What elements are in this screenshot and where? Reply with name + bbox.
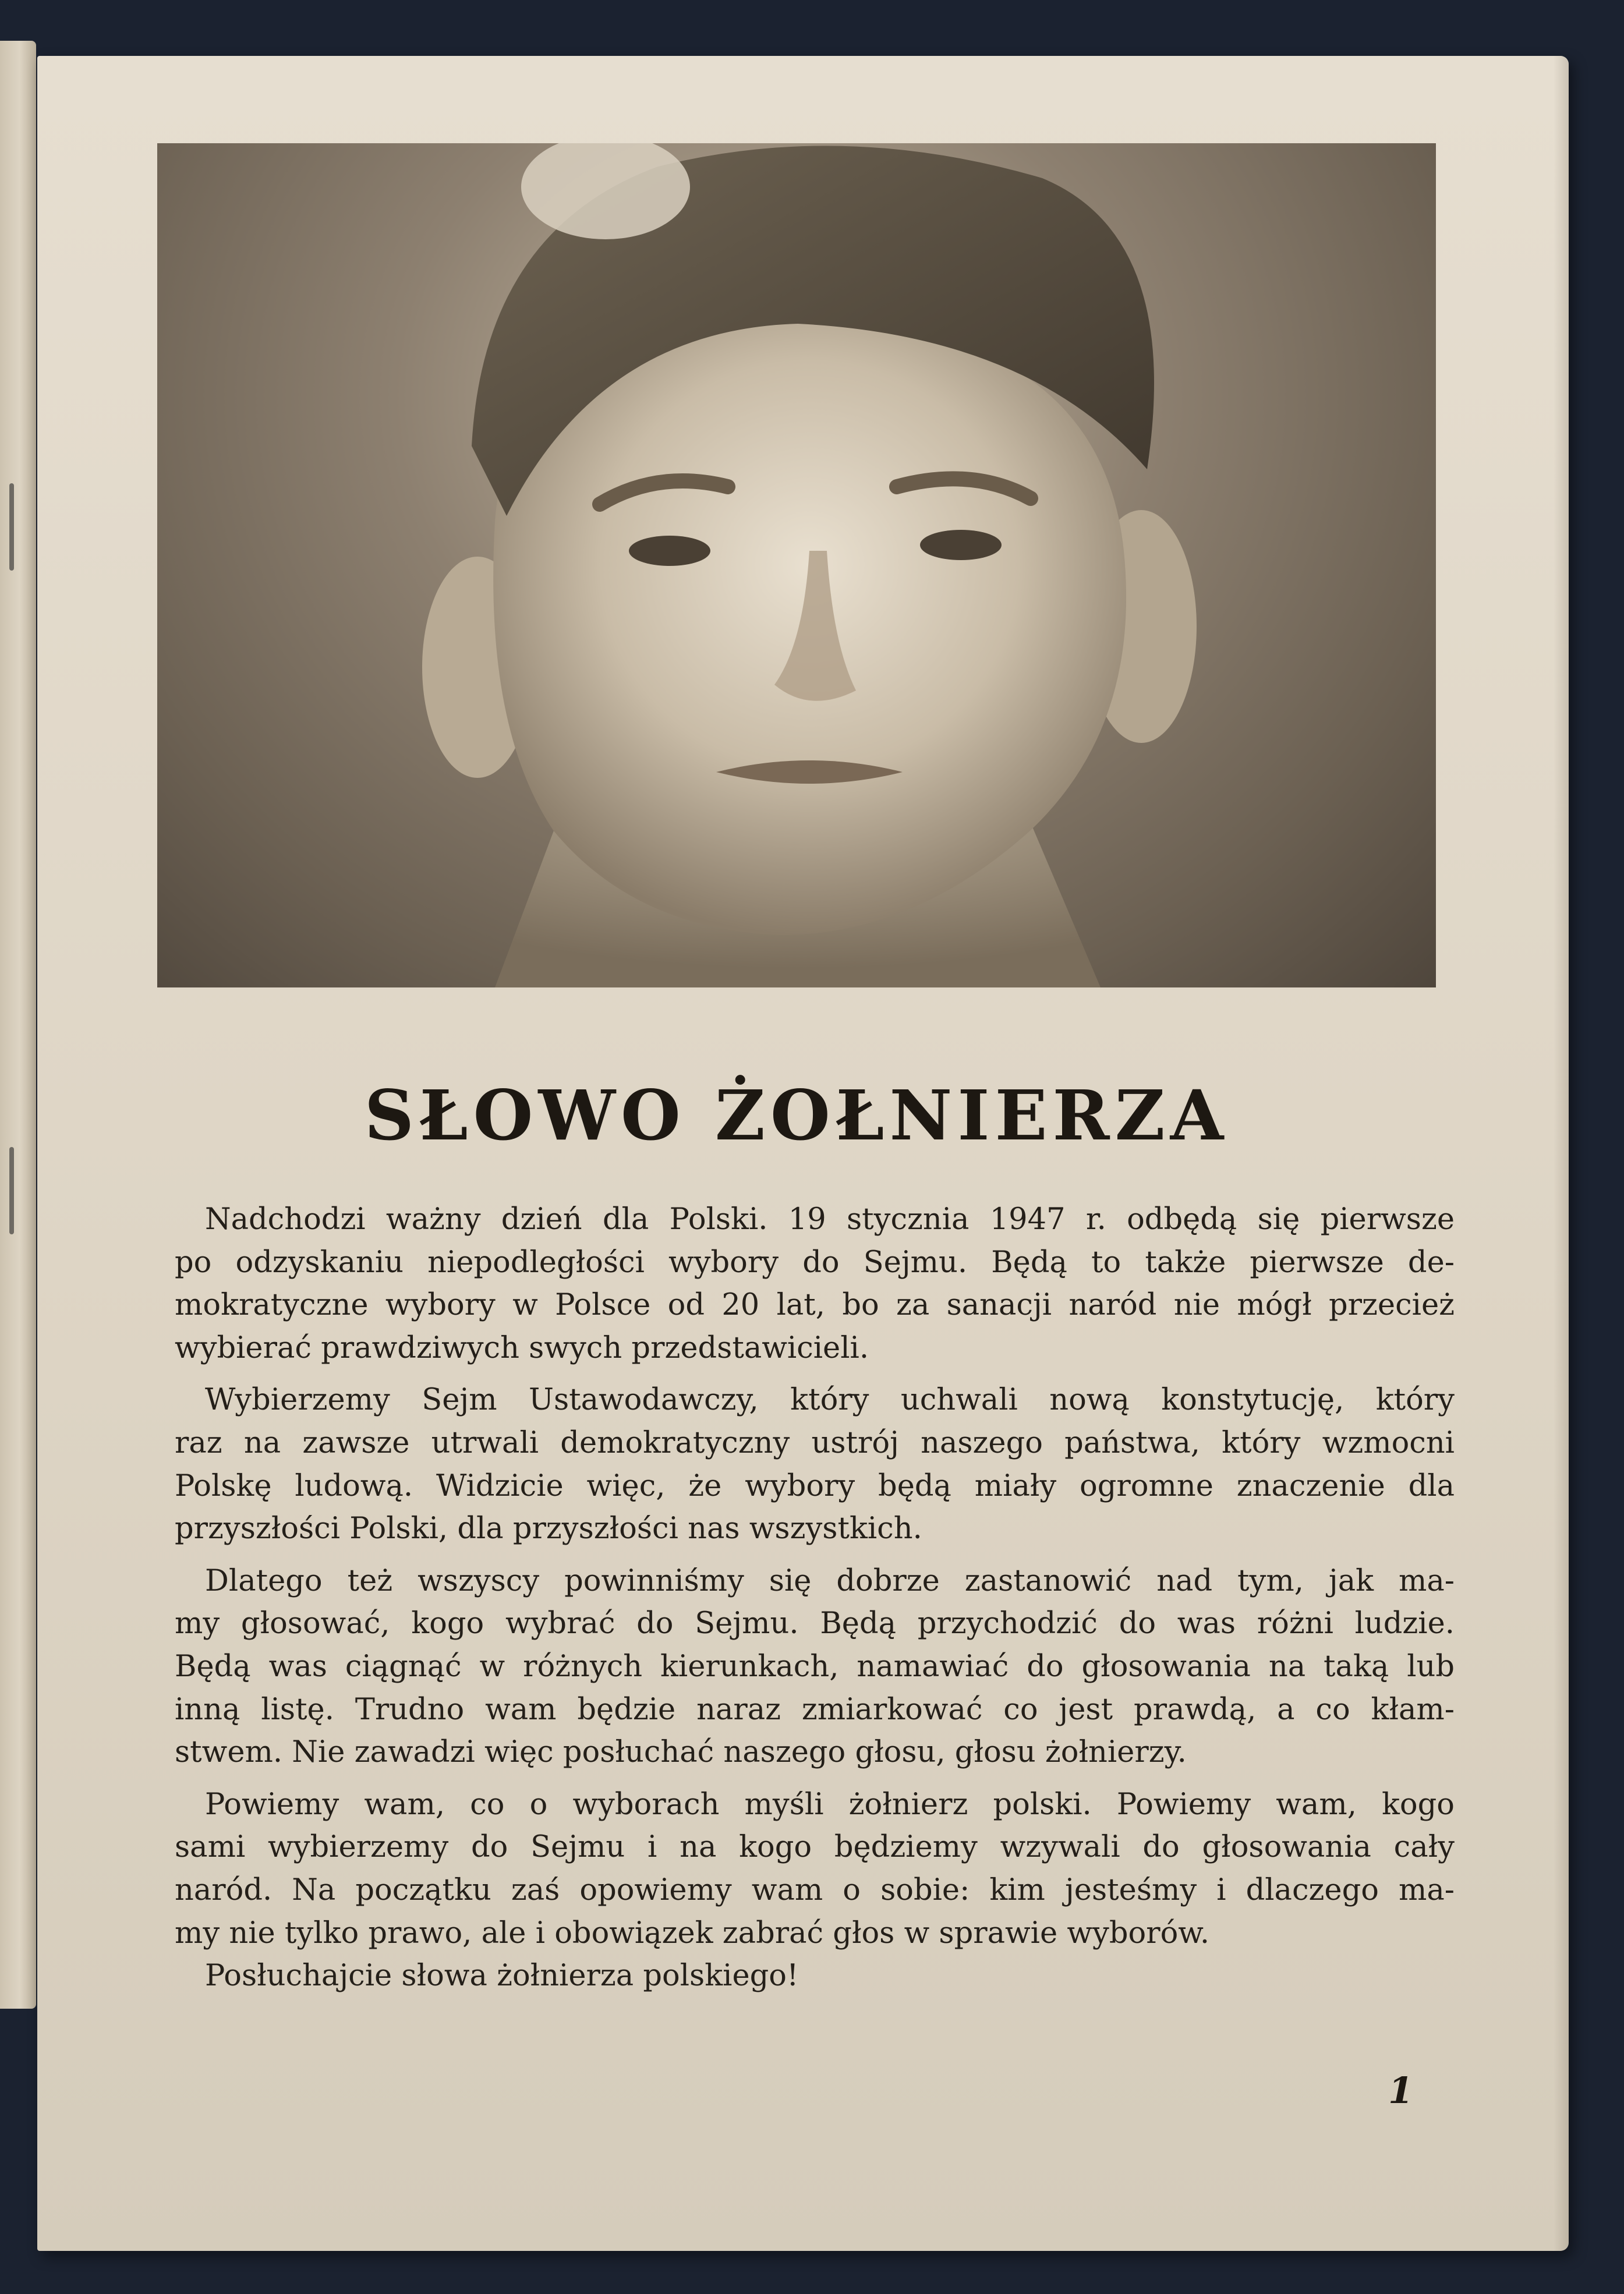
paragraph <box>175 1560 1455 1774</box>
text-line: naród. Na początku zaś opowiemy wam o sobie: kim jesteśmy i dlaczego ma- <box>175 1872 1455 1907</box>
body-text <box>175 1198 1455 2007</box>
text-line: inną listę. Trudno wam będzie naraz zmiarkować co jest prawdą, a co kłam- <box>175 1692 1455 1727</box>
previous-page-edge <box>0 41 36 2009</box>
text-line: wybierać prawdziwych swych przedstawicieli. <box>175 1330 869 1365</box>
text-line: raz na zawsze utrwali demokratyczny ustrój naszego państwa, który wzmocni <box>175 1425 1455 1460</box>
soldier-portrait-illustration <box>157 143 1436 987</box>
text-line: Dlatego też wszyscy powinniśmy się dobrze zastanowić nad tym, jak ma- <box>205 1563 1455 1598</box>
text-line: sami wybierzemy do Sejmu i na kogo będziemy wzywali do głosowania cały <box>175 1830 1455 1865</box>
paragraph <box>175 1955 1455 1998</box>
text-line: stwem. Nie zawadzi więc posłuchać naszego głosu, głosu żołnierzy. <box>175 1735 1187 1770</box>
paragraph <box>175 1379 1455 1550</box>
page-edge-shadow <box>1554 56 1569 2251</box>
text-line: Posłuchajcie słowa żołnierza polskiego! <box>205 1959 799 1994</box>
booklet-page <box>37 56 1569 2251</box>
text-line: Nadchodzi ważny dzień dla Polski. 19 stycznia 1947 r. odbędą się pierwsze <box>205 1202 1455 1237</box>
text-line: przyszłości Polski, dla przyszłości nas wszystkich. <box>175 1511 922 1546</box>
text-line: mokratyczne wybory w Polsce od 20 lat, bo za sanacji naród nie mógł przecież <box>175 1288 1455 1323</box>
staple <box>9 483 14 571</box>
text-line: po odzyskaniu niepodległości wybory do Sejmu. Będą to także pierwsze de- <box>175 1245 1455 1280</box>
page-title: SŁOWO ŻOŁNIERZA <box>364 1075 1229 1156</box>
text-line: Polskę ludową. Widzicie więc, że wybory będą miały ogromne znaczenie dla <box>175 1468 1455 1503</box>
text-line: my nie tylko prawo, ale i obowiązek zabrać głos w sprawie wyborów. <box>175 1916 1210 1950</box>
text-line: Będą was ciągnąć w różnych kierunkach, namawiać do głosowania na taką lub <box>175 1649 1455 1684</box>
paragraph <box>175 1783 1455 1955</box>
text-line: my głosować, kogo wybrać do Sejmu. Będą przychodzić do was różni ludzie. <box>175 1606 1455 1641</box>
text-line: Wybierzemy Sejm Ustawodawczy, który uchwali nową konstytucję, który <box>205 1383 1455 1418</box>
text-line: Powiemy wam, co o wyborach myśli żołnierz polski. Powiemy wam, kogo <box>205 1787 1455 1822</box>
staple <box>9 1147 14 1234</box>
page-number: 1 <box>1388 2069 1414 2112</box>
paragraph <box>175 1198 1455 1369</box>
soldier-portrait-photo <box>157 143 1436 987</box>
